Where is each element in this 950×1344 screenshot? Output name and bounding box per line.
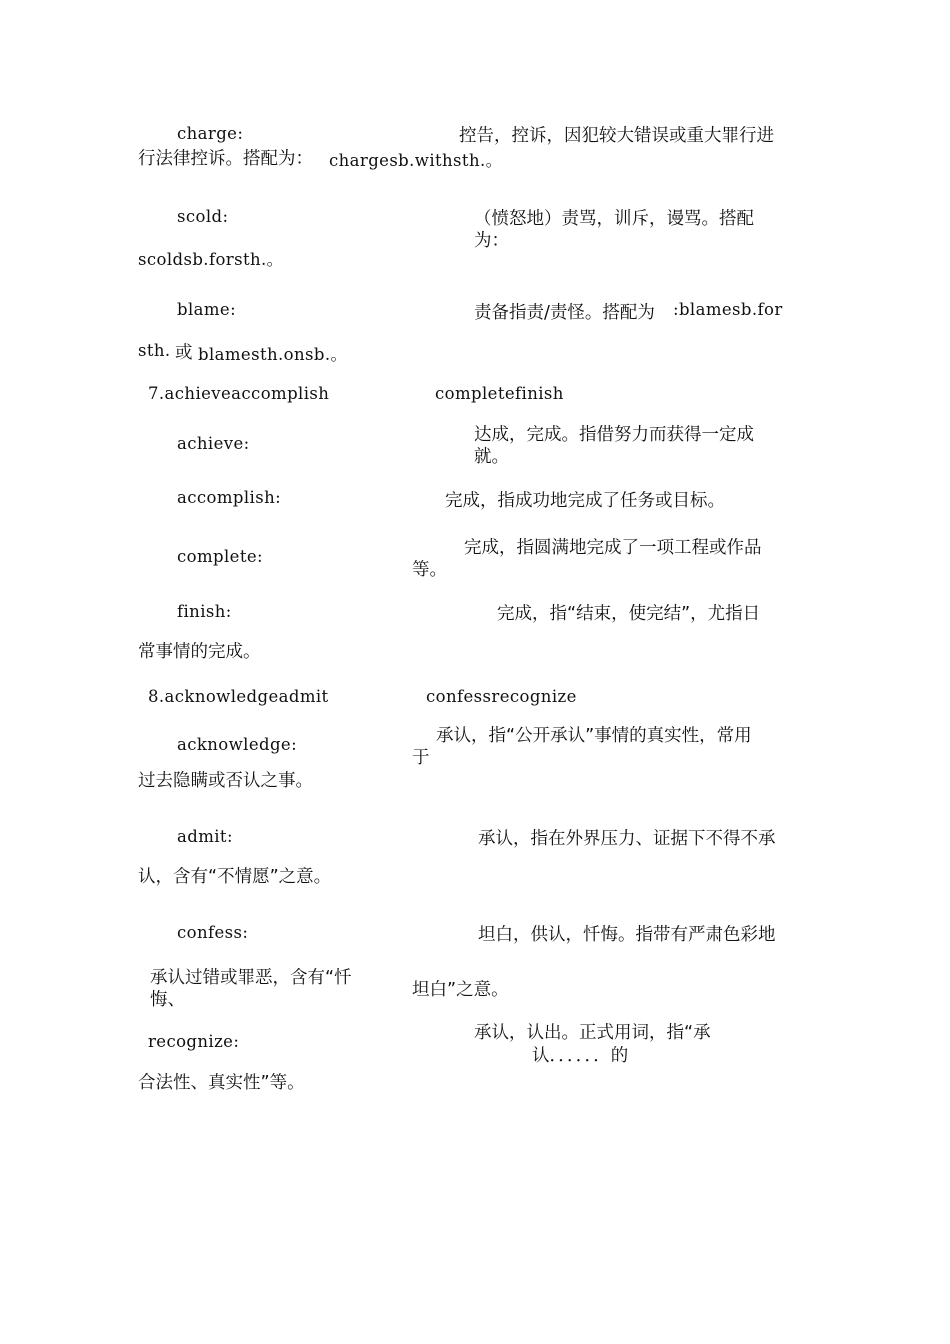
definition-complete-line2: 等。: [412, 560, 447, 580]
term-complete: complete:: [177, 547, 263, 566]
definition-confess-line1: 坦白，供认，忏悔。指带有严肃色彩地: [478, 925, 776, 945]
definition-blame-line1: 责备指责/责怪。搭配为: [474, 303, 655, 323]
definition-achieve-line2: 就。: [474, 447, 509, 467]
definition-blame-collocation2: blamesth.onsb.。: [198, 345, 348, 364]
definition-confess-line2a: 承认过错或罪恶，含有“忏: [150, 968, 352, 988]
definition-finish-line2: 常事情的完成。: [138, 642, 261, 662]
group-8-heading-right: confessrecognize: [426, 687, 577, 706]
definition-charge-line1: 控告，控诉，因犯较大错误或重大罪行进: [459, 126, 774, 146]
term-finish: finish:: [177, 602, 232, 621]
definition-complete-line1: 完成，指圆满地完成了一项工程或作品: [464, 538, 762, 558]
definition-scold-line1b: 为：: [474, 231, 509, 251]
group-8-heading: 8.acknowledgeadmit: [148, 687, 329, 706]
definition-admit-line2: 认，含有“不情愿”之意。: [138, 867, 332, 887]
term-recognize: recognize:: [148, 1032, 240, 1051]
definition-scold-line1: （愤怒地）责骂，训斥，谩骂。搭配: [474, 209, 754, 229]
group-7-heading-right: completefinish: [435, 384, 564, 403]
definition-achieve-line1: 达成，完成。指借努力而获得一定成: [474, 425, 754, 445]
term-acknowledge: acknowledge:: [177, 735, 298, 754]
group-7-heading: 7.achieveaccomplish: [148, 384, 330, 403]
term-scold: scold:: [177, 207, 229, 226]
definition-acknowledge-line1: 承认，指“公开承认”事情的真实性，常用: [436, 726, 752, 746]
definition-blame-line2b: 或: [175, 343, 193, 363]
definition-charge-line2: 行法律控诉。搭配为：: [138, 149, 313, 169]
definition-accomplish: 完成，指成功地完成了任务或目标。: [445, 491, 725, 511]
term-accomplish: accomplish:: [177, 488, 282, 507]
definition-blame-line2a: sth.: [138, 341, 171, 360]
definition-recognize-line2: 合法性、真实性”等。: [138, 1073, 305, 1093]
definition-confess-line2c: 坦白”之意。: [412, 980, 509, 1000]
definition-admit-line1: 承认，指在外界压力、证据下不得不承: [478, 829, 776, 849]
term-blame: blame:: [177, 300, 237, 319]
definition-recognize-line1: 承认，认出。正式用词，指“承: [474, 1023, 711, 1043]
definition-finish-line1: 完成，指“结束，使完结”，尤指日: [497, 604, 761, 624]
definition-blame-collocation1: :blamesb.for: [673, 300, 783, 319]
term-admit: admit:: [177, 827, 233, 846]
definition-confess-line2b: 悔、: [150, 990, 185, 1010]
definition-acknowledge-line2: 过去隐瞒或否认之事。: [138, 771, 313, 791]
term-achieve: achieve:: [177, 434, 250, 453]
definition-recognize-line1b: 认．．．．．．的: [532, 1046, 629, 1066]
definition-acknowledge-line1b: 于: [412, 748, 430, 768]
definition-scold-collocation: scoldsb.forsth.。: [138, 250, 284, 269]
definition-charge-collocation: chargesb.withsth.。: [329, 151, 503, 170]
term-charge: charge:: [177, 124, 244, 143]
term-confess: confess:: [177, 923, 249, 942]
